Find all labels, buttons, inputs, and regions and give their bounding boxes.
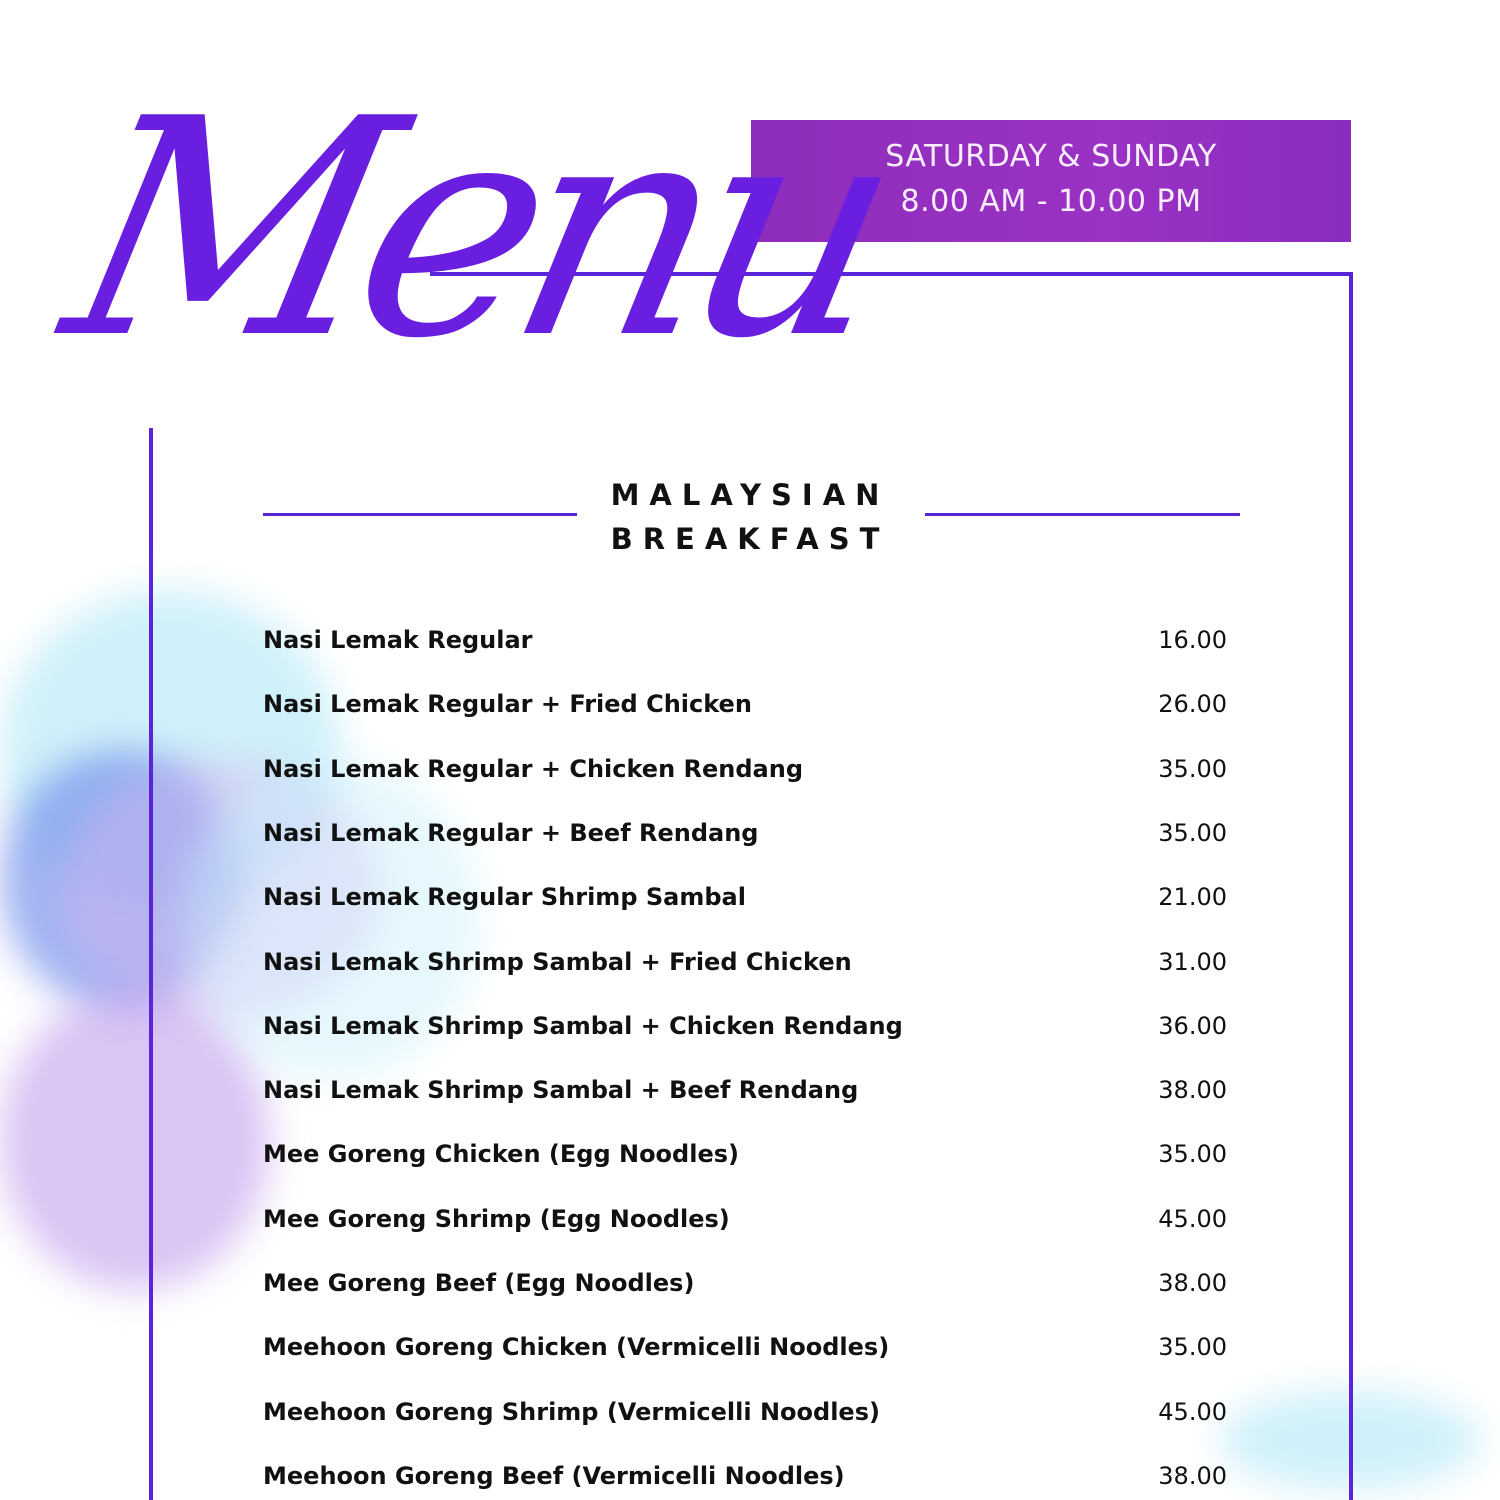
menu-item-price: 31.00 <box>1158 947 1227 976</box>
menu-item <box>263 1012 1227 1040</box>
section-divider-left <box>263 513 577 516</box>
menu-item-name: Meehoon Goreng Shrimp (Vermicelli Noodles) <box>263 1397 880 1426</box>
menu-item-price: 38.00 <box>1158 1076 1227 1105</box>
section-divider-right <box>925 513 1240 516</box>
hours-days: SATURDAY & SUNDAY <box>885 139 1217 174</box>
menu-item <box>263 948 1227 976</box>
menu-item <box>263 819 1227 847</box>
menu-item <box>263 626 1227 654</box>
menu-item-name: Nasi Lemak Shrimp Sambal + Beef Rendang <box>263 1076 859 1105</box>
menu-item-name: Nasi Lemak Regular + Beef Rendang <box>263 818 759 847</box>
menu-item-price: 45.00 <box>1158 1397 1227 1426</box>
menu-item-price: 21.00 <box>1158 883 1227 912</box>
menu-item <box>263 690 1227 718</box>
menu-item-name: Nasi Lemak Shrimp Sambal + Fried Chicken <box>263 947 852 976</box>
menu-item <box>263 1462 1227 1490</box>
menu-item-name: Nasi Lemak Shrimp Sambal + Chicken Rendang <box>263 1011 903 1040</box>
menu-item <box>263 1205 1227 1233</box>
menu-item-name: Nasi Lemak Regular + Chicken Rendang <box>263 754 804 783</box>
menu-item-price: 36.00 <box>1158 1011 1227 1040</box>
menu-item <box>263 755 1227 783</box>
menu-item-name: Nasi Lemak Regular <box>263 626 533 654</box>
menu-item-price: 45.00 <box>1158 1204 1227 1233</box>
section-heading-line1: MALAYSIAN <box>610 478 890 512</box>
menu-item <box>263 1398 1227 1426</box>
section-heading-line2: BREAKFAST <box>610 522 890 556</box>
frame-border-left <box>149 428 153 1500</box>
menu-item-name: Meehoon Goreng Chicken (Vermicelli Noodles) <box>263 1333 890 1362</box>
menu-item-name: Meehoon Goreng Beef (Vermicelli Noodles) <box>263 1461 845 1490</box>
menu-item-price: 35.00 <box>1158 1140 1227 1169</box>
menu-item-price: 38.00 <box>1158 1269 1227 1297</box>
menu-item <box>263 1269 1227 1297</box>
menu-item-name: Mee Goreng Beef (Egg Noodles) <box>263 1269 695 1297</box>
menu-item <box>263 883 1227 911</box>
menu-item-name: Mee Goreng Shrimp (Egg Noodles) <box>263 1204 730 1233</box>
menu-item-name: Mee Goreng Chicken (Egg Noodles) <box>263 1140 739 1169</box>
menu-item-name: Nasi Lemak Regular + Fried Chicken <box>263 690 752 719</box>
menu-item-price: 35.00 <box>1158 754 1227 783</box>
menu-item <box>263 1333 1227 1361</box>
menu-item <box>263 1076 1227 1104</box>
hours-time: 8.00 AM - 10.00 PM <box>900 184 1202 219</box>
section-heading <box>590 473 910 561</box>
menu-item-price: 35.00 <box>1158 818 1227 847</box>
menu-item-price: 38.00 <box>1158 1461 1227 1490</box>
menu-item-price: 35.00 <box>1158 1333 1227 1362</box>
menu-item-price: 26.00 <box>1158 690 1227 719</box>
menu-title: Menu <box>43 55 909 404</box>
frame-border-right <box>1349 272 1353 1500</box>
menu-item <box>263 1140 1227 1168</box>
menu-item-price: 16.00 <box>1158 626 1227 654</box>
menu-item-name: Nasi Lemak Regular Shrimp Sambal <box>263 883 746 912</box>
